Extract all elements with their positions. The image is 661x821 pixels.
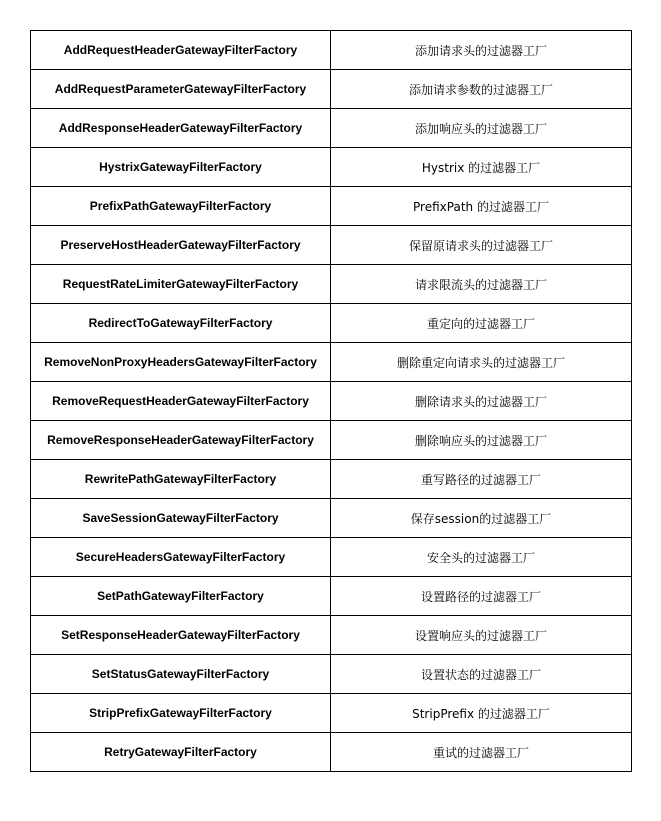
filter-name-cell: SaveSessionGatewayFilterFactory <box>31 499 331 538</box>
filter-description-cell: 设置状态的过滤器工厂 <box>331 655 632 694</box>
table-row <box>31 70 632 109</box>
filter-name-cell: RemoveRequestHeaderGatewayFilterFactory <box>31 382 331 421</box>
filter-name-cell: RewritePathGatewayFilterFactory <box>31 460 331 499</box>
table-row <box>31 421 632 460</box>
filter-description-cell: 添加请求参数的过滤器工厂 <box>331 70 632 109</box>
table-row <box>31 460 632 499</box>
table-row <box>31 343 632 382</box>
table-row <box>31 616 632 655</box>
table-row <box>31 187 632 226</box>
filter-name-cell: SetPathGatewayFilterFactory <box>31 577 331 616</box>
table-row <box>31 382 632 421</box>
table-row <box>31 109 632 148</box>
table-row <box>31 226 632 265</box>
filter-name-cell: SetStatusGatewayFilterFactory <box>31 655 331 694</box>
filter-description-cell: 添加请求头的过滤器工厂 <box>331 31 632 70</box>
filter-description-cell: 安全头的过滤器工厂 <box>331 538 632 577</box>
filter-name-cell: HystrixGatewayFilterFactory <box>31 148 331 187</box>
filter-name-cell: RequestRateLimiterGatewayFilterFactory <box>31 265 331 304</box>
filter-factory-table-body <box>31 31 632 772</box>
filter-name-cell: RemoveNonProxyHeadersGatewayFilterFactory <box>31 343 331 382</box>
filter-name-cell: SecureHeadersGatewayFilterFactory <box>31 538 331 577</box>
filter-description-cell: 保存session的过滤器工厂 <box>331 499 632 538</box>
filter-description-cell: 重试的过滤器工厂 <box>331 733 632 772</box>
table-row <box>31 538 632 577</box>
table-row <box>31 694 632 733</box>
table-row <box>31 304 632 343</box>
filter-name-cell: RetryGatewayFilterFactory <box>31 733 331 772</box>
filter-description-cell: Hystrix 的过滤器工厂 <box>331 148 632 187</box>
filter-description-cell: 重写路径的过滤器工厂 <box>331 460 632 499</box>
filter-name-cell: SetResponseHeaderGatewayFilterFactory <box>31 616 331 655</box>
filter-description-cell: 设置响应头的过滤器工厂 <box>331 616 632 655</box>
table-row <box>31 499 632 538</box>
filter-description-cell: 设置路径的过滤器工厂 <box>331 577 632 616</box>
table-row <box>31 31 632 70</box>
table-row <box>31 733 632 772</box>
filter-description-cell: 删除重定向请求头的过滤器工厂 <box>331 343 632 382</box>
filter-description-cell: 重定向的过滤器工厂 <box>331 304 632 343</box>
filter-name-cell: StripPrefixGatewayFilterFactory <box>31 694 331 733</box>
filter-name-cell: RemoveResponseHeaderGatewayFilterFactory <box>31 421 331 460</box>
filter-name-cell: PreserveHostHeaderGatewayFilterFactory <box>31 226 331 265</box>
filter-name-cell: AddRequestParameterGatewayFilterFactory <box>31 70 331 109</box>
filter-description-cell: 添加响应头的过滤器工厂 <box>331 109 632 148</box>
filter-factory-table <box>30 30 632 772</box>
filter-description-cell: 保留原请求头的过滤器工厂 <box>331 226 632 265</box>
filter-name-cell: AddResponseHeaderGatewayFilterFactory <box>31 109 331 148</box>
filter-description-cell: 删除响应头的过滤器工厂 <box>331 421 632 460</box>
filter-name-cell: RedirectToGatewayFilterFactory <box>31 304 331 343</box>
table-row <box>31 655 632 694</box>
table-row <box>31 265 632 304</box>
filter-description-cell: StripPrefix 的过滤器工厂 <box>331 694 632 733</box>
filter-description-cell: PrefixPath 的过滤器工厂 <box>331 187 632 226</box>
filter-name-cell: PrefixPathGatewayFilterFactory <box>31 187 331 226</box>
table-row <box>31 577 632 616</box>
table-row <box>31 148 632 187</box>
filter-name-cell: AddRequestHeaderGatewayFilterFactory <box>31 31 331 70</box>
filter-description-cell: 请求限流头的过滤器工厂 <box>331 265 632 304</box>
filter-description-cell: 删除请求头的过滤器工厂 <box>331 382 632 421</box>
